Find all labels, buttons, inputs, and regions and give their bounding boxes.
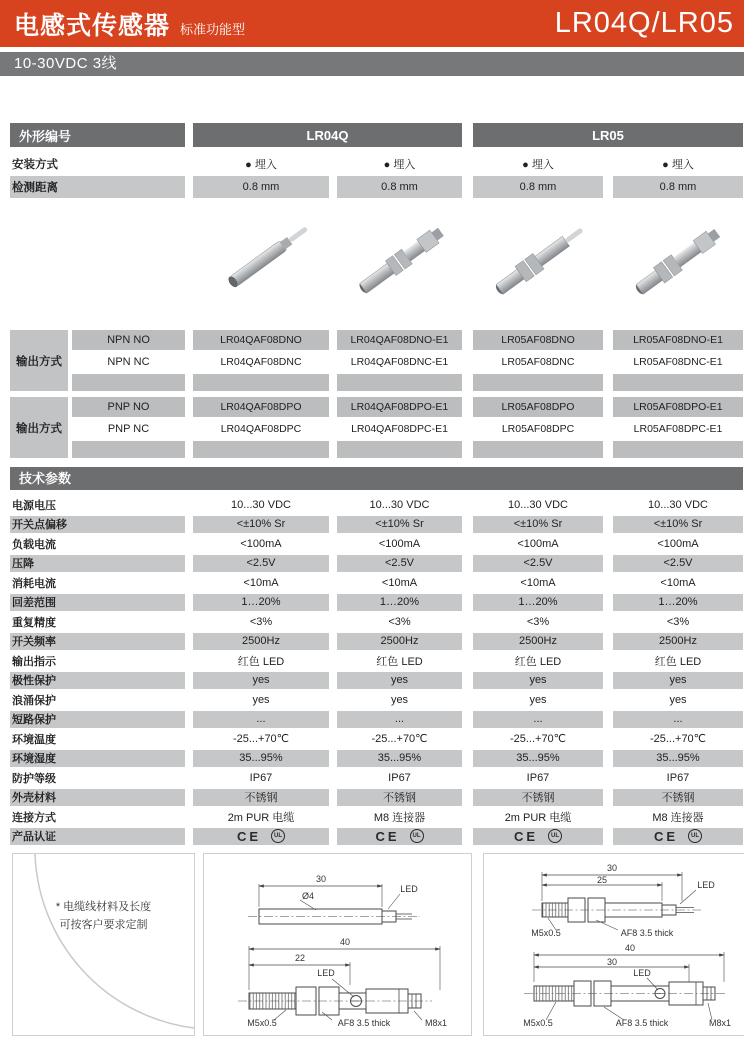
part-number: LR05AF08DPO-E1 — [613, 397, 743, 417]
cell: <±10% Sr — [613, 515, 743, 535]
cell: IP67 — [666, 771, 690, 784]
product-photo-lr05-cable — [473, 198, 603, 330]
dim-label: 25 — [596, 875, 608, 885]
dim-label: LED — [400, 884, 418, 894]
dim-label: LED — [633, 968, 651, 978]
row-label: 输出指示 — [12, 655, 56, 668]
table-row — [10, 573, 743, 593]
output-mode-label: 输出方式 — [10, 330, 68, 391]
cell: yes — [529, 693, 547, 706]
cell: 1…20% — [473, 593, 603, 613]
cell: ● 埋入 — [522, 158, 554, 171]
cell: <3% — [526, 615, 550, 628]
cell: <10mA — [243, 576, 279, 589]
table-row — [10, 768, 743, 788]
cell: 1…20% — [193, 593, 329, 613]
cell: <3% — [666, 615, 690, 628]
table-row — [10, 749, 743, 769]
output-mode-label: 输出方式 — [10, 397, 68, 458]
page-header — [0, 0, 744, 47]
dim-label: 40 — [624, 943, 636, 953]
cell: 2500Hz — [613, 632, 743, 652]
empty-cell — [613, 374, 743, 391]
dim-label: LED — [317, 968, 335, 978]
row-label: 环境湿度 — [10, 749, 185, 769]
cell: 0.8 mm — [473, 176, 603, 198]
cell: 35...95% — [337, 749, 462, 769]
table-row — [10, 593, 743, 613]
row-label: 产品认证 — [10, 827, 185, 847]
cell: M8 连接器 — [373, 811, 426, 824]
cell: <2.5V — [193, 554, 329, 574]
cell: <100mA — [240, 537, 282, 550]
title-group — [14, 6, 245, 42]
table-row — [10, 495, 743, 515]
dim-label: AF8 3.5 thick — [620, 928, 674, 938]
table-row — [10, 515, 743, 535]
cell: <10mA — [660, 576, 696, 589]
cell: 10...30 VDC — [231, 498, 291, 511]
certification-cell — [473, 827, 603, 847]
output-table-npn — [10, 330, 743, 391]
table-row — [10, 151, 743, 176]
dim-label: AF8 3.5 thick — [615, 1018, 669, 1028]
footnote-line: 可按客户要求定制 — [59, 919, 148, 931]
cell: ● 埋入 — [383, 158, 416, 171]
table-row — [10, 612, 743, 632]
cell: <3% — [249, 615, 273, 628]
table-row — [10, 710, 743, 730]
empty-cell — [72, 441, 185, 458]
dim-label: M5x0.5 — [247, 1018, 277, 1028]
part-number: LR05AF08DPO — [473, 397, 603, 417]
output-type: NPN NC — [107, 356, 150, 368]
certification-cell — [193, 827, 329, 847]
page-title: 电感式传感器 — [14, 11, 171, 40]
cell: <±10% Sr — [473, 515, 603, 535]
part-number: LR04QAF08DNO-E1 — [337, 330, 462, 350]
cell: yes — [669, 693, 687, 706]
dim-label: 30 — [315, 874, 327, 884]
dim-label: LED — [697, 880, 715, 890]
row-label: 浪涌保护 — [12, 694, 56, 707]
product-photo-lr04q-connector — [337, 198, 462, 330]
cell: 0.8 mm — [613, 176, 743, 198]
output-type: PNP NC — [107, 423, 150, 435]
overview-header-row — [10, 123, 743, 147]
part-number: LR04QAF08DPO — [193, 397, 329, 417]
output-table-pnp — [10, 397, 743, 458]
part-number: LR05AF08DNO — [473, 330, 603, 350]
table-row — [10, 176, 743, 198]
row-label: 安装方式 — [12, 158, 58, 171]
table-row — [10, 788, 743, 808]
empty-cell — [473, 441, 603, 458]
cell: ... — [473, 710, 603, 730]
cell: 0.8 mm — [337, 176, 462, 198]
footnote-line: * 电缆线材料及长度 — [55, 901, 152, 913]
cell: <±10% Sr — [193, 515, 329, 535]
cell: yes — [390, 693, 409, 706]
empty-cell — [337, 374, 462, 391]
dim-label: M5x0.5 — [531, 928, 561, 938]
part-number: LR05AF08DNO-E1 — [613, 330, 743, 350]
dim-label: 30 — [606, 863, 618, 873]
cell: yes — [337, 671, 462, 691]
cell: <100mA — [378, 537, 421, 550]
cell: 0.8 mm — [193, 176, 329, 198]
part-number: LR04QAF08DNC-E1 — [350, 356, 449, 368]
cell: 10...30 VDC — [369, 498, 430, 511]
group-header-lr05: LR05 — [473, 123, 743, 147]
part-number: LR05AF08DNC — [501, 356, 575, 368]
row-label: 短路保护 — [10, 710, 185, 730]
cell: 10...30 VDC — [508, 498, 568, 511]
row-label: 环境温度 — [12, 733, 56, 746]
cell: ● 埋入 — [245, 158, 277, 171]
voltage-bar: 10-30VDC 3线 — [0, 52, 744, 76]
row-label: 负载电流 — [12, 538, 56, 551]
cell: <2.5V — [613, 554, 743, 574]
cell: 10...30 VDC — [648, 498, 708, 511]
empty-cell — [337, 441, 462, 458]
cell: 红色 LED — [654, 655, 702, 668]
cell: 2500Hz — [473, 632, 603, 652]
cell: <10mA — [520, 576, 556, 589]
cell: 不锈钢 — [473, 788, 603, 808]
cell: 红色 LED — [237, 655, 285, 668]
part-number: LR05AF08DPC — [501, 423, 575, 435]
cell: 35...95% — [193, 749, 329, 769]
table-row — [10, 554, 743, 574]
footnote-text — [13, 898, 194, 934]
table-row — [10, 807, 743, 827]
tech-section-title: 技术参数 — [10, 467, 743, 490]
row-label: 压降 — [10, 554, 185, 574]
cell: 红色 LED — [514, 655, 562, 668]
part-number: LR04QAF08DPO-E1 — [337, 397, 462, 417]
ul-mark-icon: UL — [688, 829, 702, 843]
table-row — [10, 671, 743, 691]
empty-cell — [193, 374, 329, 391]
cell: 35...95% — [613, 749, 743, 769]
table-row — [10, 690, 743, 710]
row-label: 回差范围 — [10, 593, 185, 613]
cell: 2m PUR 电缆 — [227, 811, 295, 824]
row-label: 消耗电流 — [12, 577, 56, 590]
output-type: PNP NO — [72, 397, 185, 417]
empty-cell — [193, 441, 329, 458]
ce-mark-icon: CE — [375, 828, 400, 844]
ul-mark-icon: UL — [410, 829, 424, 843]
cell: 红色 LED — [376, 655, 423, 668]
cell: -25...+70℃ — [232, 733, 290, 746]
cell: -25...+70℃ — [371, 733, 428, 746]
ul-mark-icon: UL — [548, 829, 562, 843]
product-photos-row — [10, 198, 743, 330]
product-photo-lr05-connector — [613, 198, 743, 330]
certification-cell — [337, 827, 462, 847]
cell: IP67 — [249, 771, 273, 784]
cell: 1…20% — [337, 593, 462, 613]
product-photo-lr04q-cable — [193, 198, 329, 330]
cell: 2500Hz — [193, 632, 329, 652]
empty-cell — [613, 441, 743, 458]
cell: <10mA — [381, 576, 418, 589]
dim-label: M8x1 — [708, 1018, 732, 1028]
page-subtitle: 标准功能型 — [180, 21, 246, 37]
cell: ... — [193, 710, 329, 730]
cell: <100mA — [517, 537, 559, 550]
overview-corner-label: 外形编号 — [10, 123, 185, 147]
cell: yes — [252, 693, 270, 706]
cell: M8 连接器 — [652, 811, 704, 824]
cell: 2m PUR 电缆 — [504, 811, 572, 824]
cell: ● 埋入 — [662, 158, 694, 171]
cell: <±10% Sr — [337, 515, 462, 535]
spacer — [10, 198, 185, 330]
cell: -25...+70℃ — [509, 733, 567, 746]
dim-label: M8x1 — [424, 1018, 448, 1028]
table-row — [10, 632, 743, 652]
row-label: 极性保护 — [10, 671, 185, 691]
cell: yes — [473, 671, 603, 691]
part-number: LR04QAF08DPC — [220, 423, 302, 435]
empty-cell — [72, 374, 185, 391]
table-row — [10, 534, 743, 554]
certification-cell — [613, 827, 743, 847]
row-label: 防护等级 — [12, 772, 56, 785]
cell: ... — [337, 710, 462, 730]
part-number: LR04QAF08DPC-E1 — [351, 423, 448, 435]
footnote-box — [12, 853, 195, 1036]
decorative-arc — [13, 854, 194, 1032]
cell: 不锈钢 — [613, 788, 743, 808]
row-label: 重复精度 — [12, 616, 56, 629]
ce-mark-icon: CE — [653, 828, 679, 844]
output-type: NPN NO — [72, 330, 185, 350]
ce-mark-icon: CE — [513, 828, 539, 844]
part-number: LR04QAF08DNO — [193, 330, 329, 350]
row-label: 连接方式 — [12, 811, 56, 824]
cell: yes — [193, 671, 329, 691]
cell: IP67 — [526, 771, 550, 784]
cell: 不锈钢 — [193, 788, 329, 808]
row-label: 开关频率 — [10, 632, 185, 652]
dim-label: 30 — [606, 957, 618, 967]
dimension-drawing-lr04q — [203, 853, 472, 1036]
cell: <2.5V — [473, 554, 603, 574]
row-label: 检测距离 — [10, 176, 185, 198]
ul-mark-icon: UL — [271, 829, 285, 843]
cell: ... — [613, 710, 743, 730]
row-label: 开关点偏移 — [10, 515, 185, 535]
part-number: LR05AF08DNC-E1 — [633, 356, 723, 368]
row-label: 外壳材料 — [10, 788, 185, 808]
cell: <2.5V — [337, 554, 462, 574]
dimension-drawing-lr05 — [483, 853, 744, 1036]
cell: 2500Hz — [337, 632, 462, 652]
cell: <3% — [388, 615, 411, 628]
dim-label: M5x0.5 — [523, 1018, 553, 1028]
dim-label: 40 — [339, 937, 351, 947]
table-row — [10, 651, 743, 671]
cell: <100mA — [657, 537, 699, 550]
cell: IP67 — [388, 771, 411, 784]
table-row — [10, 729, 743, 749]
datasheet-body — [0, 123, 744, 1033]
group-header-lr04q: LR04Q — [193, 123, 462, 147]
ce-mark-icon: CE — [236, 828, 262, 844]
certification-row — [10, 827, 743, 847]
dim-label: Ø4 — [301, 891, 315, 901]
cell: 不锈钢 — [337, 788, 462, 808]
part-number: LR04QAF08DNC — [220, 356, 302, 368]
empty-cell — [473, 374, 603, 391]
dim-label: 22 — [294, 953, 306, 963]
model-number: LR04Q/LR05 — [554, 7, 734, 39]
cell: -25...+70℃ — [649, 733, 707, 746]
row-label: 电源电压 — [12, 499, 56, 512]
dim-label: AF8 3.5 thick — [337, 1018, 391, 1028]
cell: 1…20% — [613, 593, 743, 613]
part-number: LR05AF08DPC-E1 — [633, 423, 723, 435]
cell: 35...95% — [473, 749, 603, 769]
cell: yes — [613, 671, 743, 691]
bottom-section — [2, 853, 743, 1033]
